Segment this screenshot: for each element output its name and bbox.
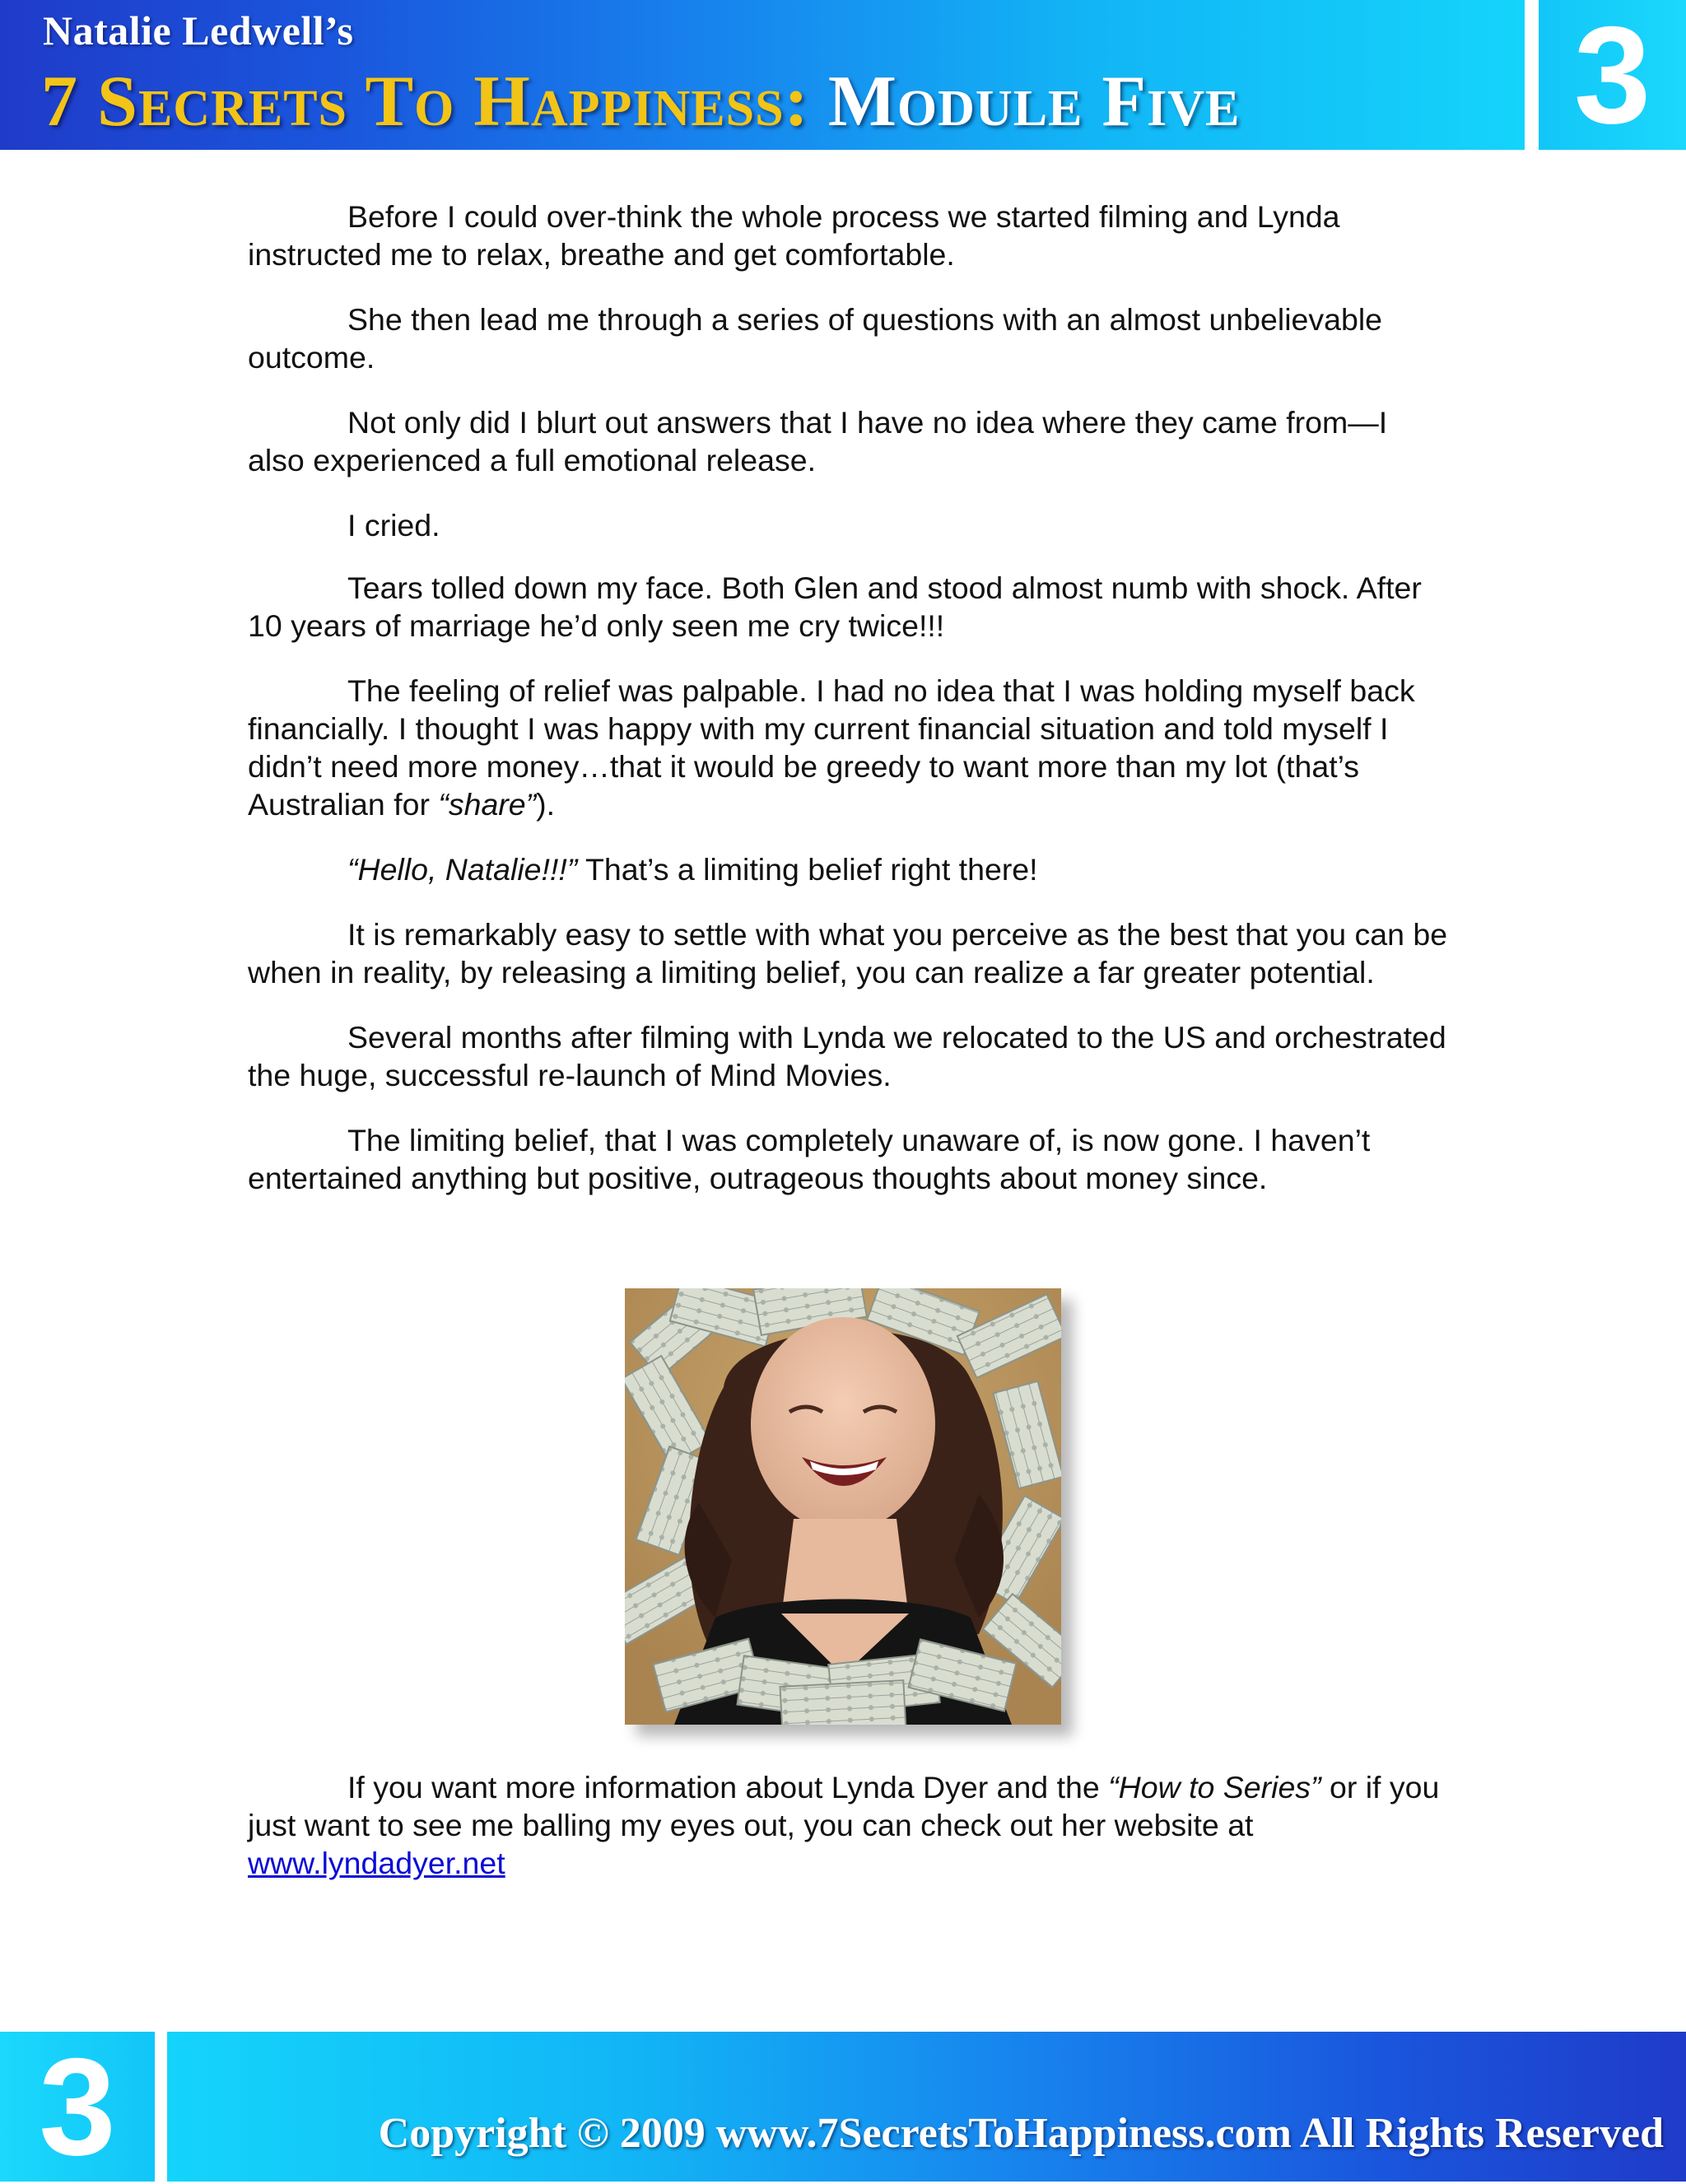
paragraph: The limiting belief, that I was completely unaware of, is now gone. I haven’t entertained anything but positive, outrageous thoughts about money since. (248, 1123, 1371, 1195)
paragraph-text: ). (536, 787, 556, 822)
paragraph (248, 1768, 1450, 1882)
footer-page-number-box (0, 2029, 155, 2184)
paragraph: Several months after filming with Lynda we relocated to the US and orchestrated the huge, successful re-launch of Mind Movies. (248, 1020, 1446, 1092)
paragraph: She then lead me through a series of questions with an almost unbelievable outcome. (248, 302, 1383, 375)
header-page-number: 3 (1573, 0, 1651, 152)
header-page-number-box (1539, 0, 1686, 150)
paragraph: Not only did I blurt out answers that I have no idea where they came from—I also experienced a full emotional release. (248, 405, 1388, 477)
paragraph: It is remarkably easy to settle with what you perceive as the best that you can be when in reality, by releasing a limiting belief, you can realize a far greater potential. (248, 917, 1448, 990)
closing-paragraph (248, 1768, 1450, 1882)
header-title-module: Module Five (827, 62, 1241, 142)
paragraph-italic: “Hello, Natalie!!!” (347, 852, 578, 887)
copyright-notice: Copyright © 2009 www.7SecretsToHappiness.com All Rights Reserved (378, 2110, 1664, 2157)
paragraph: Tears tolled down my face. Both Glen and stood almost numb with shock. After 10 years of marriage he’d only seen me cry twice!!! (248, 570, 1422, 643)
article-body (248, 198, 1450, 1224)
paragraph (248, 850, 1450, 888)
paragraph-text: If you want more information about Lynda Dyer and the (347, 1770, 1109, 1804)
website-link[interactable]: www.lyndadyer.net (248, 1846, 505, 1880)
header-author: Natalie Ledwell’s (43, 7, 354, 54)
header-title (41, 56, 1240, 148)
photo-illustration (625, 1288, 1061, 1725)
woman-with-money-photo (625, 1288, 1061, 1725)
paragraph-italic: “How to Series” (1108, 1770, 1321, 1804)
paragraph-text: That’s a limiting belief right there! (577, 852, 1038, 887)
paragraph (248, 672, 1450, 823)
paragraph: I cried. (347, 508, 440, 543)
page-header (0, 0, 1525, 150)
paragraph-italic: “share” (438, 787, 537, 822)
footer-page-number: 3 (39, 2029, 116, 2184)
header-title-series: 7 Secrets To Happiness: (41, 62, 809, 142)
page-footer (167, 2032, 1686, 2182)
paragraph-text: The feeling of relief was palpable. I had no idea that I was holding myself back financially. I thought I was happy with my current financial situation and told myself I didn’t need more money…that it would be greedy to want more than my lot (that’s Australian for (248, 673, 1415, 822)
paragraph: Before I could over-think the whole process we started filming and Lynda instructed me to relax, breathe and get comfortable. (248, 199, 1340, 272)
paragraph-text: or if you just want to see me balling my eyes out, you can check out her website at (248, 1770, 1440, 1842)
